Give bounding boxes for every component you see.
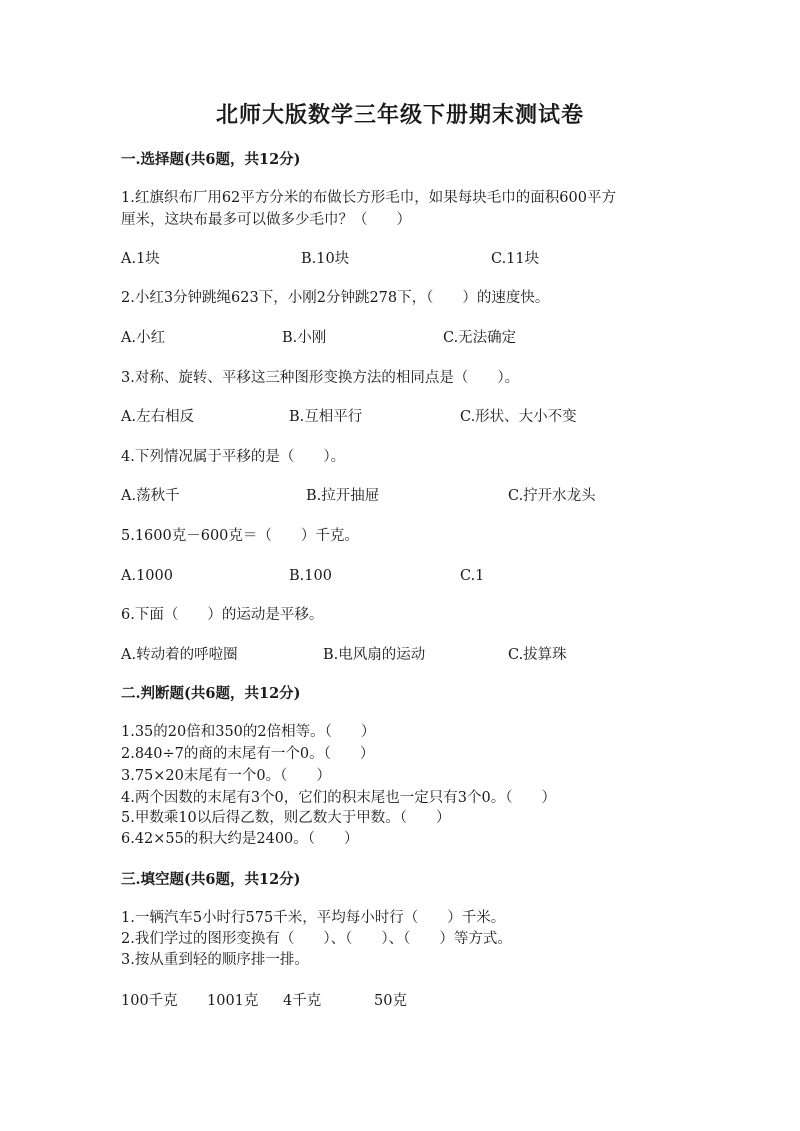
question-4-option-a: A.荡秋千	[121, 488, 180, 504]
fill-item-2: 2.我们学过的图形变换有（ ）、（ ）、（ ）等方式。	[121, 931, 512, 947]
question-4: 4.下列情况属于平移的是（ ）。	[121, 449, 346, 465]
question-1-option-b: B.10块	[301, 251, 350, 267]
question-2-option-a: A.小红	[121, 330, 166, 346]
question-3-option-c: C.形状、大小不变	[460, 409, 577, 425]
judgement-item-6: 6.42×55的积大约是2400。（ ）	[121, 831, 359, 847]
judgement-item-1: 1.35的20倍和350的2倍相等。（ ）	[121, 724, 376, 740]
section-heading-fill-in: 三.填空题(共6题，共12分)	[121, 871, 301, 888]
judgement-item-5: 5.甲数乘10以后得乙数，则乙数大于甲数。（ ）	[121, 810, 451, 826]
judgement-item-3: 3.75×20末尾有一个0。（ ）	[121, 768, 331, 784]
fill-item-3: 3.按从重到轻的顺序排一排。	[121, 952, 309, 968]
question-5-option-b: B.100	[289, 568, 332, 584]
question-1-option-a: A.1块	[121, 251, 160, 267]
question-1-line-2: 厘米，这块布最多可以做多少毛巾？（ ）	[121, 212, 411, 228]
question-6-option-b: B.电风扇的运动	[323, 647, 426, 663]
section-heading-judgement: 二.判断题(共6题，共12分)	[121, 685, 301, 702]
weight-value: 100千克	[121, 993, 178, 1009]
question-6-option-a: A.转动着的呼啦圈	[121, 647, 238, 663]
question-4-option-b: B.拉开抽屉	[306, 488, 380, 504]
question-1-option-c: C.11块	[491, 251, 540, 267]
judgement-item-2: 2.840÷7的商的末尾有一个0。（ ）	[121, 746, 375, 762]
question-2-option-b: B.小刚	[282, 330, 327, 346]
question-1-line-1: 1.红旗织布厂用62平方分米的布做长方形毛巾，如果每块毛巾的面积600平方	[121, 190, 616, 206]
question-3-option-b: B.互相平行	[289, 409, 363, 425]
question-6-option-c: C.拔算珠	[508, 647, 567, 663]
judgement-item-4: 4.两个因数的末尾有3个0，它们的积末尾也一定只有3个0。（ ）	[121, 790, 556, 806]
weight-value: 1001克	[207, 993, 259, 1009]
question-6: 6.下面（ ）的运动是平移。	[121, 607, 324, 623]
section-heading-choice: 一.选择题(共6题，共12分)	[121, 151, 301, 168]
page-title: 北师大版数学三年级下册期末测试卷	[215, 102, 584, 128]
weight-value: 50克	[374, 993, 407, 1009]
question-3: 3.对称、旋转、平移这三种图形变换方法的相同点是（ ）。	[121, 370, 520, 386]
question-2-option-c: C.无法确定	[443, 330, 517, 346]
weight-value: 4千克	[283, 993, 322, 1009]
question-5-option-a: A.1000	[121, 568, 173, 584]
question-3-option-a: A.左右相反	[121, 409, 195, 425]
fill-item-1: 1.一辆汽车5小时行575千米，平均每小时行（ ）千米。	[121, 910, 506, 926]
question-2: 2.小红3分钟跳绳623下，小刚2分钟跳278下，（ ）的速度快。	[121, 290, 550, 306]
question-5-option-c: C.1	[460, 568, 485, 584]
question-5: 5.1600克－600克＝（ ）千克。	[121, 528, 359, 544]
question-4-option-c: C.拧开水龙头	[508, 488, 596, 504]
